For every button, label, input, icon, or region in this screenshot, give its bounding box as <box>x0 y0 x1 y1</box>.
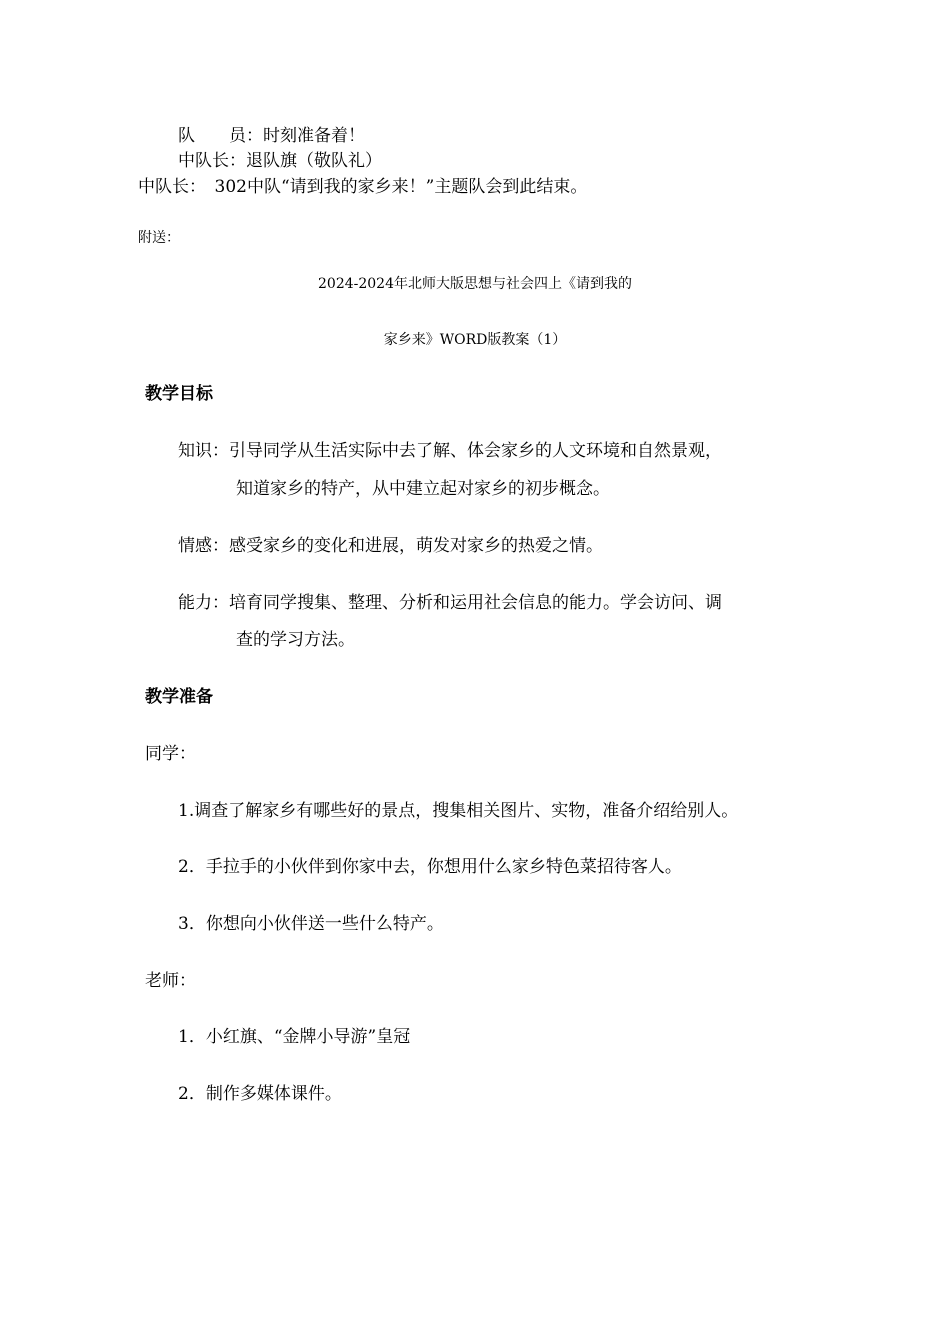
doc-title-line-2: 家乡来》WORD版教案（1） <box>383 332 567 348</box>
prep-student-item: 1.调查了解家乡有哪些好的景点，搜集相关图片、实物，准备介绍给别人。 <box>178 801 739 821</box>
dialogue-line-captain-flag: 中队长：退队旗（敬队礼） <box>178 151 382 171</box>
dialogue-line-closing: 中队长： 302中队“请到我的家乡来！”主题队会到此结束。 <box>138 177 588 197</box>
prep-student-item: 3．你想向小伙伴送一些什么特产。 <box>178 914 444 934</box>
dialogue-line-members: 队 员：时刻准备着！ <box>178 126 365 146</box>
prep-student-item: 2．手拉手的小伙伴到你家中去，你想用什么家乡特色菜招待客人。 <box>178 857 682 877</box>
goal-knowledge-line-1: 知识：引导同学从生活实际中去了解、体会家乡的人文环境和自然景观， <box>178 441 722 461</box>
prep-teacher-item: 1．小红旗、“金牌小导游”皇冠 <box>178 1027 411 1047</box>
doc-title-line-1: 2024-2024年北师大版思想与社会四上《请到我的 <box>318 276 632 292</box>
prep-teacher-label: 老师： <box>145 971 196 991</box>
goal-ability-line-1: 能力：培育同学搜集、整理、分析和运用社会信息的能力。学会访问、调 <box>178 593 722 613</box>
prep-teacher-item: 2．制作多媒体课件。 <box>178 1084 342 1104</box>
goal-emotion: 情感：感受家乡的变化和进展，萌发对家乡的热爱之情。 <box>178 536 603 556</box>
prep-students-label: 同学： <box>145 744 196 764</box>
goal-knowledge-line-2: 知道家乡的特产，从中建立起对家乡的初步概念。 <box>236 479 610 499</box>
appendix-label: 附送： <box>138 230 180 246</box>
goals-heading: 教学目标 <box>145 384 213 404</box>
prep-heading: 教学准备 <box>145 687 213 707</box>
goal-ability-line-2: 查的学习方法。 <box>236 630 355 650</box>
